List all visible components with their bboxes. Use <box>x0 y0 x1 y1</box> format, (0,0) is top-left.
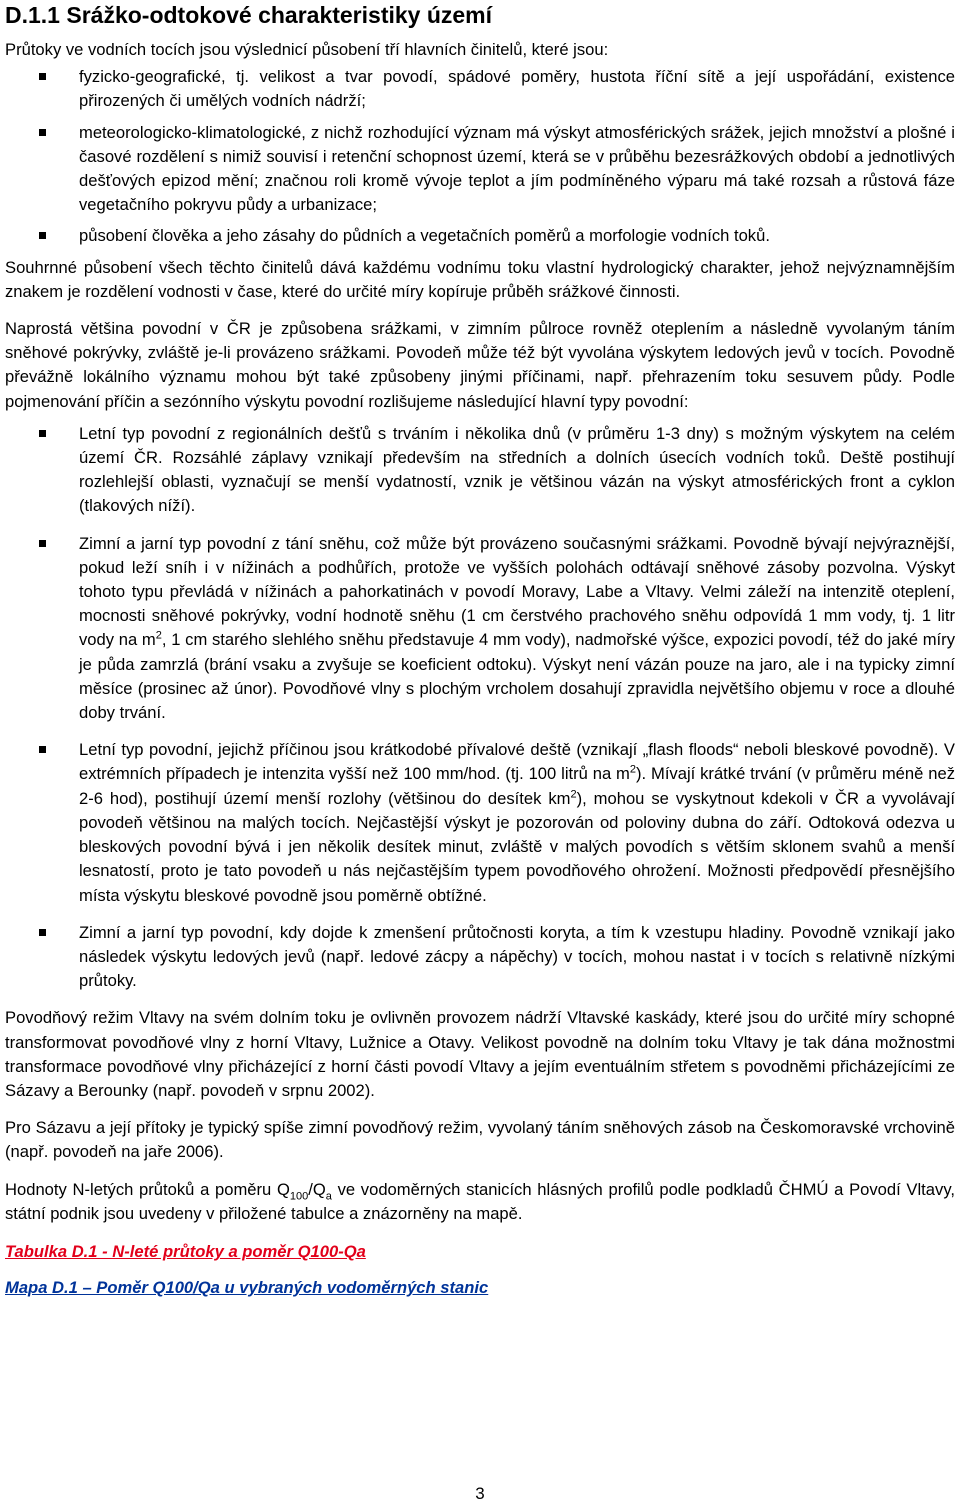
bullet-square-icon <box>39 73 46 80</box>
section-heading: D.1.1 Srážko-odtokové charakteristiky území <box>5 2 493 28</box>
flood-type-list <box>5 422 955 993</box>
list-item: působení člověka a jeho zásahy do půdních a vegetačních poměrů a morfologie vodních toků. <box>5 224 955 248</box>
bullet-square-icon <box>39 746 46 753</box>
list-item: meteorologicko-klimatologické, z nichž rozhodující význam má výskyt atmosférických srážek, jejich množství a plošné i časové rozdělení s nimiž souvisí i retenční schopnost území, která se v průběhu bezesrážkových období a jednotlivých dešťových epizod mění; značnou roli kromě vývoje teplot a jím podmíněného výparu má také rozsah a růstová fáze vegetačního pokryvu půdy a urbanizace; <box>5 121 955 218</box>
factor-list <box>5 65 955 248</box>
map-link[interactable]: Mapa D.1 – Poměr Q100/Qa u vybraných vodoměrných stanic <box>5 1278 489 1298</box>
intro-paragraph: Průtoky ve vodních tocích jsou výslednicí působení tří hlavních činitelů, které jsou: <box>5 40 609 59</box>
sazava-paragraph: Pro Sázavu a její přítoky je typický spíše zimní povodňový režim, vyvolaný táním sněhových zásob na Českomoravské vrchovině (např. povodeň na jaře 2006). <box>5 1118 955 1162</box>
bullet-square-icon <box>39 129 46 136</box>
bullet-square-icon <box>39 929 46 936</box>
list-item: Zimní a jarní typ povodní, kdy dojde k zmenšení průtočnosti koryta, a tím k vzestupu hladiny. Povodně vznikají jako následek výskytu ledových jevů (např. ledové zácpy a nápěchy) v tocích, mohou nastat i v tocích s relativně nízkými průtoky. <box>5 921 955 994</box>
bullet-square-icon <box>39 430 46 437</box>
list-item: Zimní a jarní typ povodní z tání sněhu, což může být provázeno současnými srážkami. Povodně bývají nejvýraznější, pokud leží sníh i v nížinách a podhůřích, protože ve vyšších polohách odtávají sněhové zásoby pozvolna. Výskyt tohoto typu převládá v nížinách a pahorkatinách v povodí Moravy, Labe a Vltavy. Velmi záleží na intenzitě oteplení, mocnosti sněhové pokrývky, vodní hodnotě sněhu (1 cm čerstvého prachového sněhu odpovídá 1 mm vody, tj. 1 litr vody na $m^2$, 1 cm starého slehlého sněhu představuje 4 mm vody), nadmořské výšce, expozici povodí, též do jaké míry je půda zamrzlá (brání vsaku a zvyšuje se koeficient odtoku). Výskyt není vázán pouze na jaro, ale i na typicky zimní měsíce (prosinec až únor). Povodňové vlny s plochým vrcholem dosahují zpravidla největšího objemu v roce a dlouhé doby trvání. <box>5 532 955 726</box>
list-item: Letní typ povodní z regionálních dešťů s trváním i několika dnů (v průměru 1-3 dny) s možným výskytem na celém území ČR. Rozsáhlé záplavy vznikají především na středních a dolních úsecích vodních toků. Deště postihují rozlehlejší oblasti, vyznačují se menší vydatností, vznik je většinou vázán na výskyt atmosférických front a cyklon (tlakových níží). <box>5 422 955 519</box>
hodnoty-paragraph: Hodnoty N-letých průtoků a poměru $Q_{100}/Q_a$ ve vodoměrných stanicích hlásných profilů podle podkladů ČHMÚ a Povodí Vltavy, státní podnik jsou uvedeny v přiložené tabulce a znázorněny na mapě. <box>5 1179 955 1223</box>
summary-paragraph: Souhrnné působení všech těchto činitelů dává každému vodnímu toku vlastní hydrologický charakter, jehož nejvýznamnějším znakem je rozdělení vodnosti v čase, které do určité míry kopíruje průběh srážkové činnosti. <box>5 257 955 301</box>
bullet-square-icon <box>39 540 46 547</box>
list-item: Letní typ povodní, jejichž příčinou jsou krátkodobé přívalové deště (vznikají „flash floods“ neboli bleskové povodně). V extrémních případech je intenzita vyšší než 100 mm/hod. (tj. 100 litrů na $m^2$). Mívají krátké trvání (v průměru méně než 2-6 hod), postihují území menší rozlohy (většinou do desítek $km^2$), mohou se vyskytnout kdekoli v ČR a vyvolávají povodeň většinou na malých tocích. Nejčastější výskyt je pozorován od poloviny dubna do září. Odtoková odezva u bleskových povodní bývá i jen několik desítek minut, zvláště v malých povodích s větším sklonem svahů a menší lesnatostí, proto je tato povodeň u nás nejčastějším typem povodňového ohrožení. Možnosti předpovědí přesnějšího místa výskytu bleskové povodně jsou poměrně obtížné. <box>5 738 955 907</box>
table-link[interactable]: Tabulka D.1 - N-leté průtoky a poměr Q100-Qa <box>5 1241 366 1261</box>
list-item: fyzicko-geografické, tj. velikost a tvar povodí, spádové poměry, hustota říční sítě a její uspořádání, existence přirozených či umělých vodních nádrží; <box>5 65 955 113</box>
bullet-square-icon <box>39 232 46 239</box>
vltava-paragraph: Povodňový režim Vltavy na svém dolním toku je ovlivněn provozem nádrží Vltavské kaskády, které jsou do určité míry schopné transformovat povodňové vlny z horní Vltavy, Lužnice a Otavy. Velikost povodně na dolním toku Vltavy je tak dána možnostmi transformace povodňové vlny přicházející z horní části povodí Vltavy a jejím eventuálním střetem s povodněmi přicházejícími ze Sázavy a Berounky (např. povodeň v srpnu 2002). <box>5 1008 955 1100</box>
floods-paragraph: Naprostá většina povodní v ČR je způsobena srážkami, v zimním půlroce rovněž oteplením a následně vyvolaným táním sněhové pokrývky, zvláště je-li provázeno srážkami. Povodeň může též být vyvolána výskytem ledových jevů v tocích. Povodně převážně lokálního významu mohou být také způsobeny jinými příčinami, např. přehrazením toku sesuvem půdy. Podle pojmenování příčin a sezónního výskytu povodní rozlišujeme následující hlavní typy povodní: <box>5 319 955 411</box>
page-number: 3 <box>475 1484 485 1503</box>
